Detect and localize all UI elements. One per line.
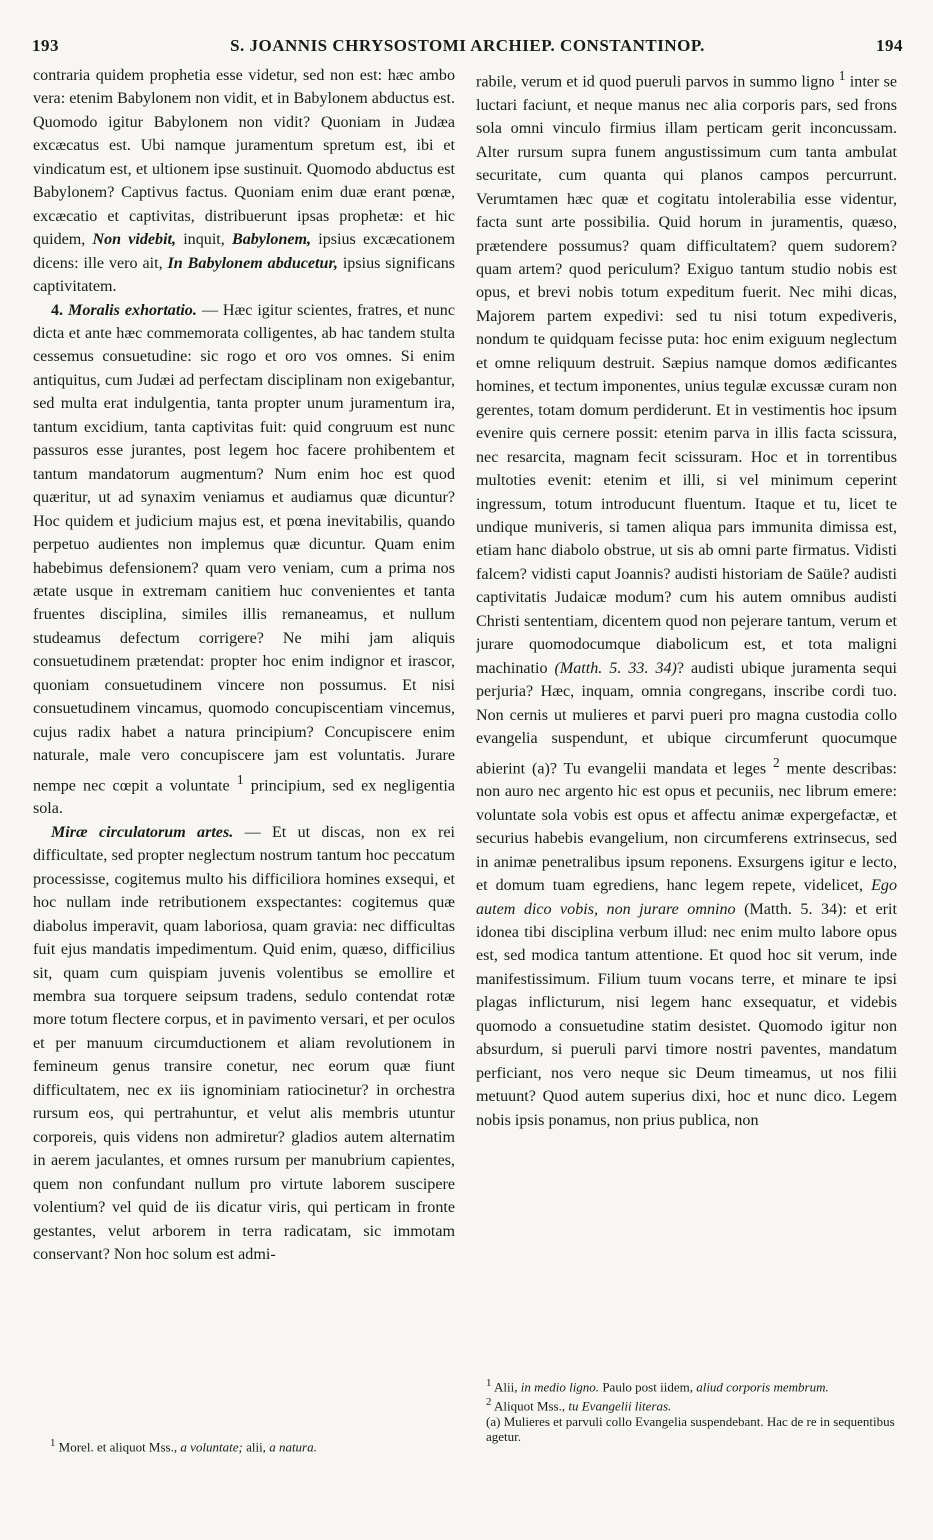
- paragraph-text: — Et ut discas, non ex rei difficultate, sed propter neglectum nostrum tantum hoc peccatum processisse, cogitemus multo his difficiliora homines exsequi, et hoc nullam inde retributionem exspectantes: cogitemus quæ diabolus imperavit, quam laboriosa, quam gravia: nec difficultas fuit ejus mandatis impedimentum. Quid enim, quæso, difficilius sit, quam cum quispiam juvenis volentibus se emollire et membra sua torquere seipsum tradens, sedulo contendat rotæ more totum flectere corpus, et in pavimento versari, et per oculos et per manuum circumductionem et aliam revolutionem in femineum genus transire conetur, nec eorum quæ fiunt difficultatem, nec ex iis ignominiam ratiocinetur? in orchestra rursum eos, qui pertrahuntur, et velut alis membris utuntur corporeis, quis videns non admiretur? gladios autem alternatim in aerem jaculantes, et omnes rursum per manubrium capientes, quem non confundant nullum pro virtute laborem suscipere volentium? vel quid de iis dicatur viris, qui perticam in fronte gestantes, velut arborem in terra radicatam, sic immotam conservant? Non hoc solum est admi-: [33, 823, 455, 1264]
- footnote-text: tu Evangelii literas.: [568, 1398, 672, 1414]
- footnote-text: Morel. et aliquot Mss.,: [58, 1439, 178, 1455]
- running-title: S. JOANNIS CHRYSOSTOMI ARCHIEP. CONSTANTINOP.: [230, 36, 705, 55]
- paragraph-text: mente describas: non auro nec argento hic est opus et pecuniis, nec librum emere: voluntate sola vobis est opus et affectu animæ expergefactæ, et securius habebis evangelium, non circumferens extrinsecus, sed in animæ penetralibus ipsum reponens. Exsurgens igitur e lecto, et domum tuam egrediens, hanc legem repete, videlicet,: [476, 759, 897, 895]
- footnote-text: a voluntate;: [180, 1439, 243, 1455]
- paragraph-text: rabile, verum et id quod pueruli parvos in summo ligno: [476, 73, 835, 91]
- paragraph: [33, 64, 455, 299]
- paragraph-text: ipsius excæcationem dicens: ille vero ait,: [33, 231, 455, 272]
- scripture-reference: (Matth. 5. 34): [744, 900, 843, 918]
- page-number-left: 193: [32, 36, 59, 55]
- footnote-text: alii,: [246, 1439, 266, 1455]
- right-column: [476, 64, 897, 1344]
- footnote-text: a natura.: [269, 1439, 317, 1455]
- paragraph-text: inquit,: [183, 231, 225, 249]
- paragraph-text: ipsius significans captivitatem.: [33, 254, 455, 296]
- section-number: 4.: [51, 301, 64, 319]
- footnote-number: 1: [50, 1437, 56, 1449]
- quotation: Non videbit,: [92, 231, 177, 249]
- footnote-ref: 2: [773, 754, 780, 770]
- footnote-text: in medio ligno.: [520, 1379, 600, 1395]
- footnote-text: aliud corporis membrum.: [696, 1379, 829, 1395]
- quotation: Babylonem,: [231, 231, 312, 249]
- paragraph: [33, 299, 455, 821]
- page-number-right: 194: [876, 36, 903, 55]
- quotation: Ego autem dico vobis, non jurare omnino: [476, 877, 897, 918]
- paragraph-text: ? audisti ubique juramenta sequi perjuria? Hæc, inquam, omnia congregans, inscribe cordi tuo. Non cernis ut mulieres et parvi pueri pro magna custodia collo evangelia suspendunt, et ubique circumferunt quocumque abierint: [476, 659, 897, 777]
- footnote: [50, 1436, 450, 1455]
- paragraph-text: — Hæc igitur scientes, fratres, et nunc dicta et ante hæc commemorata colligentes, ab hac tandem stulta cessemus consuetudine: sic rogo et oro vos omnes. Si enim antiquitus, cum Judæi ad perfectam disciplinam non exigebantur, sed multa erat indulgentia, tanta propter unum juramentum ira, tantum excidium, tanta captivitas fuit: quid congruum est nunc passuros esse jurantes, post legem hoc facere prohibentem et tantum mandatorum augmentum? Num enim hoc est quod quæritur, ut ad synaxim veniamus et audiamus quæ dicuntur? Hoc quidem et judicium majus est, et pœna inevitabilis, quando perpetuo audientes non implemus quæ dicuntur. Quam enim habebimus defensionem? quam vero veniam, cum a prima nos ætate usque in extremam canitiem huc convenientes et tanta fruentes disciplina, similes illis remaneamus, et nullum studeamus defectum corrigere? Ne mihi jam aliquis consuetudinem prætendat: propter hoc enim indignor et irascor, quoniam consuetudinem vincere non possumus. Et nisi consuetudinem vincamus, quomodo concupiscentiam vincemus, cujus radix habet a natura principium? Concupiscere enim naturale, male vero concupiscere jam est voluntatis. Jurare nempe nec cœpit a voluntate: [33, 301, 455, 794]
- paragraph-text: : et erit idonea tibi disciplina verbum illud: nec enim multo labore opus est, sed modica tantum attentione. Et quod hoc sit verum, inde manifestissimum. Filium tuum vocans terre, et minare te ipsi plagas inflicturum, nisi legem hanc exsequatur, et videbis quomodo a consuetudine statim desistet. Quomodo igitur non absurdum, si pueruli parvi timore nostri paventes, mandatum perficiant, nos vero neque sic Deum timeamus, ut nos filii metuunt? Quod autem superius dixi, hoc et nunc dico. Legem nobis ipsis ponamus, non prius publica, non: [476, 900, 897, 1129]
- footnote-number: (a): [486, 1413, 501, 1429]
- footnote-ref: 1: [838, 68, 846, 83]
- footnote: [486, 1395, 896, 1414]
- scripture-reference: (Matth. 5. 33. 34): [554, 659, 677, 677]
- quotation: In Babylonem abducetur,: [167, 254, 338, 272]
- section-heading: Moralis exhortatio.: [68, 301, 197, 319]
- note-marker: (a): [531, 759, 550, 777]
- footnote-ref: 1: [236, 771, 244, 787]
- footnote: [486, 1376, 896, 1395]
- footnotes-left: [50, 1436, 450, 1455]
- footnote-number: 2: [486, 1395, 492, 1408]
- footnotes-right: [486, 1376, 896, 1445]
- footnote-text: Alii,: [493, 1379, 518, 1395]
- footnote-text: Mulieres et parvuli collo Evangelia suspendebant. Hac de re in sequentibus agetur.: [486, 1413, 895, 1445]
- footnote-number: 1: [486, 1377, 492, 1389]
- paragraph-text: ? Tu evangelii mandata et leges: [549, 759, 767, 777]
- running-header: [32, 36, 903, 62]
- paragraph-text: contraria quidem prophetia esse videtur, sed non est: hæc ambo vera: etenim Babylonem non vidit, et in Babylonem abductus est. Quomodo igitur Babylonem non vidit? Quoniam in Judæa excæcatus est. Ubi namque juramentum spretum est, ibi et vindicatum est, et ultionem ipse sustinuit. Quomodo abductus est Babylonem? Captivus factus. Quoniam enim duæ erant pœnæ, excæcatio et captivitas, distribuerunt ipsas prophetæ: et hic quidem,: [33, 67, 455, 249]
- paragraph: [33, 821, 455, 1267]
- paragraph: [476, 64, 897, 1132]
- section-heading: Miræ circulatorum artes.: [51, 823, 234, 841]
- footnote: [486, 1414, 896, 1445]
- left-column: [33, 64, 455, 1409]
- paragraph-text: principium, sed ex negligentia sola.: [33, 776, 455, 818]
- paragraph-text: inter se luctari faciunt, et neque manus nec alia corporis pars, sed frons sola omni vinculo firmius illam perticam gerit inconcussam. Alter rursum supra funem angustissimum cum tanta ambulat securitate, cum quanta qui planos campos percurrunt. Verumtamen hæc quæ et cogitatu intolerabilia esse videntur, facta sunt arte possibilia. Quid horum in juramentis, quæso, prætendere possumus? quam difficultatem? quem sudorem? quam artem? quod periculum? Exiguo tantum studio nobis est opus, et brevi nobis totum expeditum fuerit. Nec mihi dicas, Majorem partem expedivi: sed tu nisi totum expediveris, nondum te quidquam fecisse puta: hoc enim exiguum neglectum et omne reliquum destruit. Sæpius namque domos ædificantes homines, et tectum imponentes, unius tegulæ excussæ curam non gerentes, totam domum perdiderunt. Et in vestimentis hoc ipsum evenire quis cernere possit: etenim parva in illis facta scissura, nec resarcita, magnam fecit scissuram. Hoc et in torrentibus multoties evenit: etenim et illi, si vel minimum ceperint ingressum, totum introducunt fluentum. Itaque et tu, licet te undique muniveris, si tamen aliqua pars immunita dimissa est, etiam hanc diabolo obstrue, ut sis ab omni parte firmatus. Vidisti falcem? vidisti caput Joannis? audisti historiam de Saüle? audisti captivitatis Judaicæ modum? cum his autem omnibus audisti Christi sententiam, dicentem quod non pejerare tantum, verum et jurare quomodocumque diabolicum est, et tota maligni machinatio: [476, 73, 897, 677]
- footnote-text: Paulo post iidem,: [602, 1379, 693, 1395]
- footnote-text: Aliquot Mss.,: [493, 1398, 566, 1414]
